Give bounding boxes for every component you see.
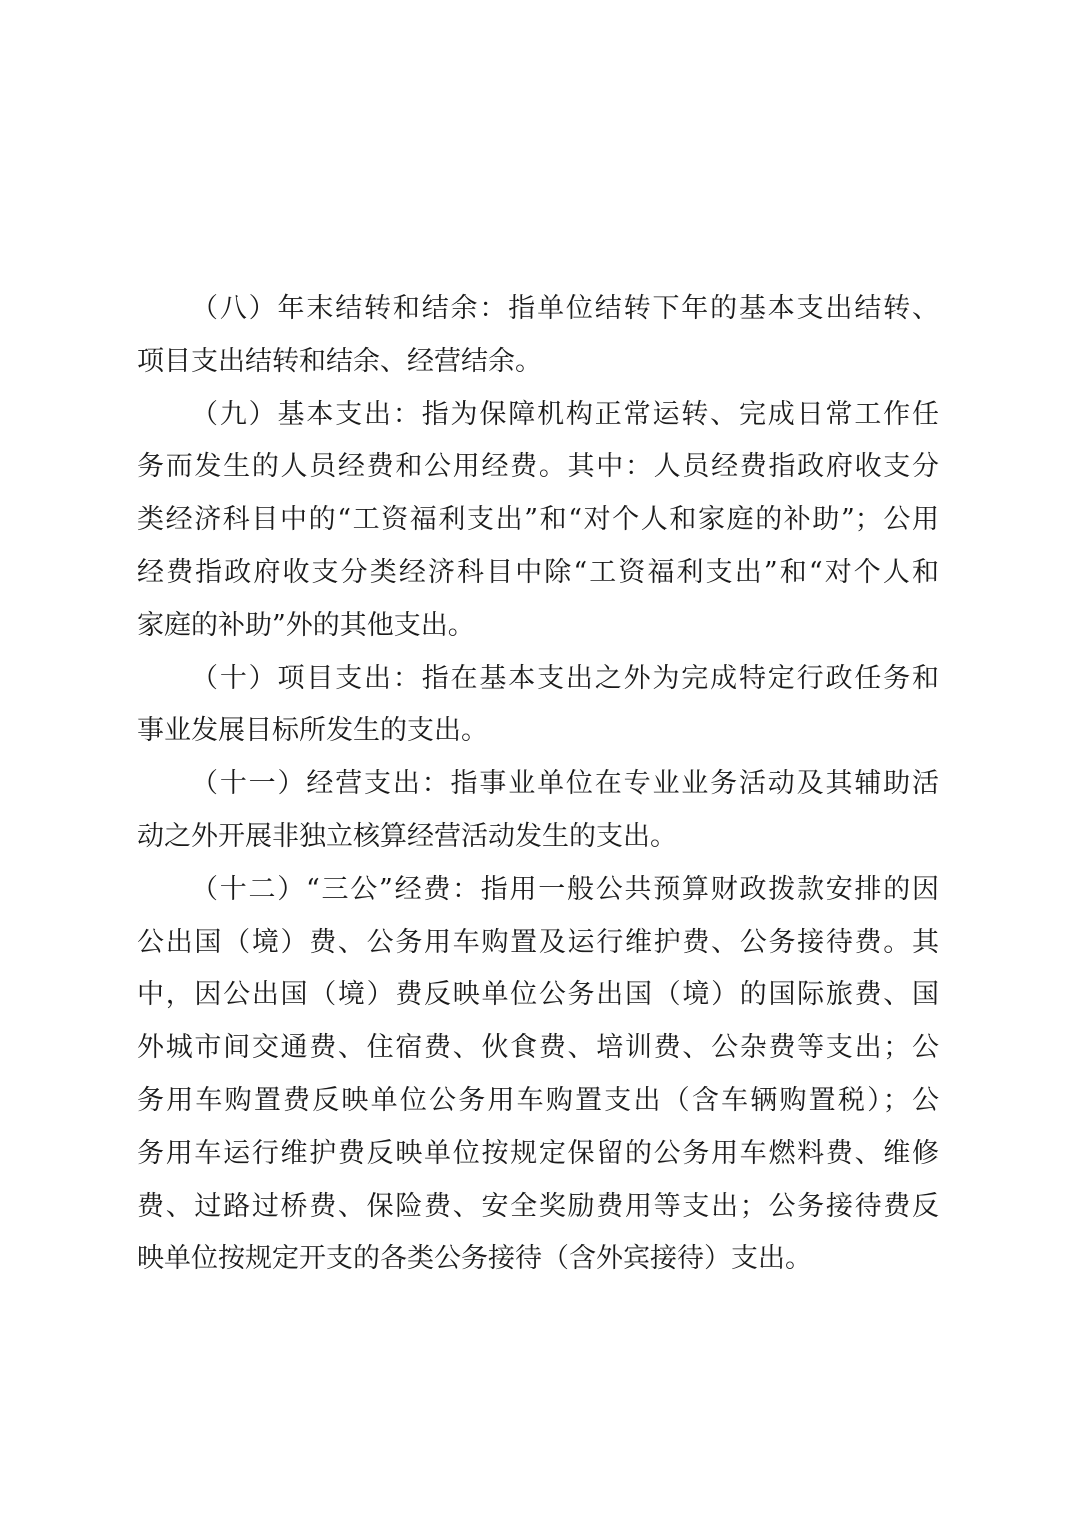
text-line: 外城市间交通费、住宿费、伙食费、培训费、公杂费等支出；公 (137, 1032, 939, 1064)
text-line: 家庭的补助”外的其他支出。 (137, 609, 475, 641)
text-line: 映单位按规定开支的各类公务接待（含外宾接待）支出。 (137, 1243, 812, 1275)
paragraph-12 (137, 864, 939, 1286)
text-line: 经费指政府收支分类经济科目中除“工资福利支出”和“对个人和 (137, 556, 939, 588)
paragraph-8 (137, 283, 939, 389)
text-line: 务而发生的人员经费和公用经费。其中：人员经费指政府收支分 (137, 451, 939, 483)
document-body (137, 283, 939, 1286)
text-line: 动之外开展非独立核算经营活动发生的支出。 (137, 820, 677, 852)
text-line: 类经济科目中的“工资福利支出”和“对个人和家庭的补助”；公用 (137, 504, 939, 536)
text-line: 务用车购置费反映单位公务用车购置支出（含车辆购置税）；公 (137, 1084, 939, 1116)
text-line: （八）年末结转和结余：指单位结转下年的基本支出结转、 (191, 293, 939, 324)
text-line: 事业发展目标所发生的支出。 (137, 715, 488, 747)
text-line: （十二）“三公”经费：指用一般公共预算财政拨款安排的因 (191, 873, 939, 905)
text-line: （九）基本支出：指为保障机构正常运转、完成日常工作任 (191, 398, 939, 430)
text-line: 务用车运行维护费反映单位按规定保留的公务用车燃料费、维修 (137, 1137, 939, 1169)
paragraph-11 (137, 758, 939, 864)
paragraph-10 (137, 653, 939, 759)
paragraph-9 (137, 389, 939, 653)
text-line: 中，因公出国（境）费反映单位公务出国（境）的国际旅费、国 (137, 979, 939, 1011)
text-line: （十一）经营支出：指事业单位在专业业务活动及其辅助活 (191, 768, 939, 800)
text-line: 公出国（境）费、公务用车购置及运行维护费、公务接待费。其 (137, 926, 939, 958)
text-line: （十）项目支出：指在基本支出之外为完成特定行政任务和 (191, 662, 939, 694)
text-line: 费、过路过桥费、保险费、安全奖励费用等支出；公务接待费反 (137, 1190, 939, 1222)
text-line: 项目支出结转和结余、经营结余。 (137, 345, 542, 377)
